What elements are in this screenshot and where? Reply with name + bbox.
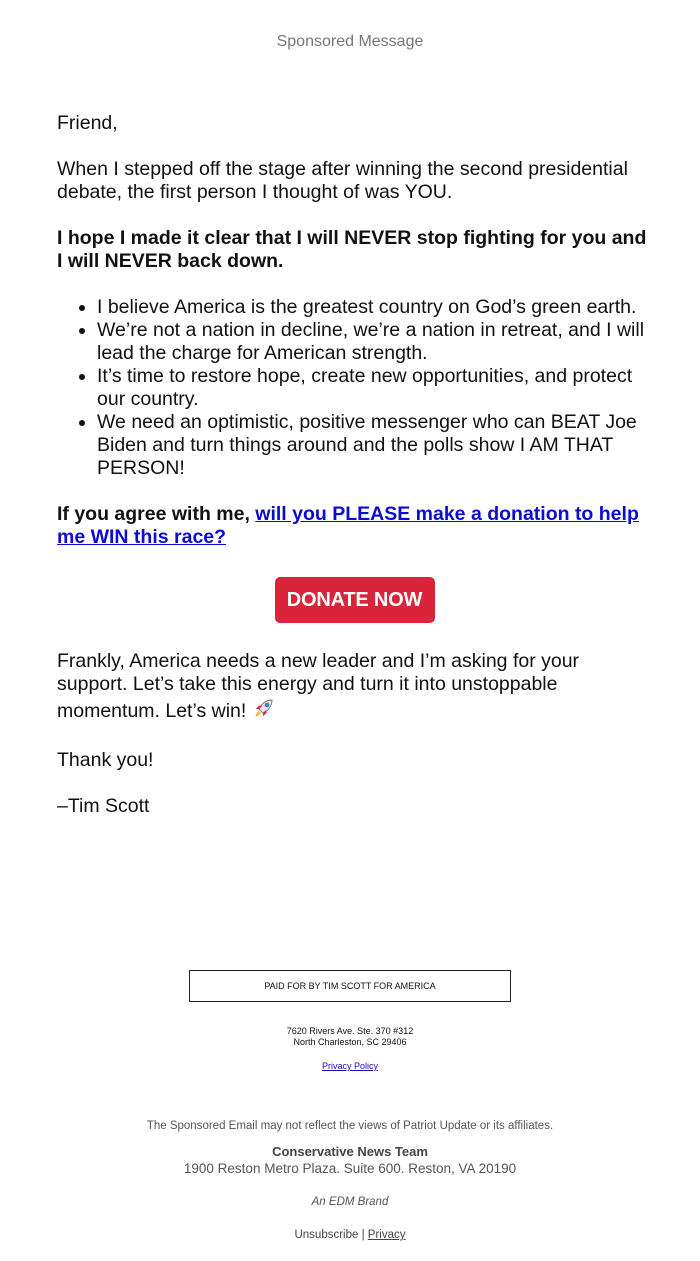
donate-button-container	[57, 577, 652, 623]
bullet-item: • I believe America is the greatest country on God’s green earth.	[97, 296, 652, 319]
bullet-item: • It’s time to restore hope, create new opportunities, and protect our country.	[97, 365, 652, 411]
privacy-link[interactable]: Privacy	[367, 1229, 406, 1241]
campaign-address	[0, 1026, 700, 1048]
thanks: Thank you!	[57, 749, 154, 771]
team-address: 1900 Reston Metro Plaza. Suite 600. Reston, VA 20190	[183, 1161, 517, 1176]
donate-now-button[interactable]: DONATE NOW	[275, 577, 435, 623]
link-separator: |	[358, 1229, 368, 1241]
team-name: Conservative News Team	[272, 1144, 428, 1159]
donation-ask	[57, 503, 652, 549]
address-line-2: North Charleston, SC 29406	[293, 1037, 407, 1047]
unsubscribe-link[interactable]: Unsubscribe	[294, 1229, 359, 1241]
rocket-icon	[252, 696, 276, 726]
bullet-item: • We’re not a nation in decline, we’re a nation in retreat, and I will lead the charge for American strength.	[97, 319, 652, 365]
bullet-list	[57, 296, 652, 480]
bullet-item: • We need an optimistic, positive messenger who can BEAT Joe Biden and turn things around and the polls show I AM THAT PERSON!	[97, 411, 652, 480]
bottom-links	[0, 1229, 700, 1241]
intro-paragraph: When I stepped off the stage after winning the second presidential debate, the first person I thought of was YOU.	[57, 158, 628, 203]
closing-text: Frankly, America needs a new leader and I’m asking for your support. Let’s take this energy and turn it into unstoppable momentum. Let’s win!	[57, 650, 580, 722]
greeting: Friend,	[57, 112, 118, 134]
privacy-policy-container	[0, 1061, 700, 1071]
ask-prefix: If you agree with me,	[57, 503, 256, 525]
signature: –Tim Scott	[57, 795, 150, 817]
address-line-1: 7620 Rivers Ave. Ste. 370 #312	[286, 1026, 414, 1036]
paid-for-disclaimer: PAID FOR BY TIM SCOTT FOR AMERICA	[189, 970, 511, 1002]
sponsor-disclaimer: The Sponsored Email may not reflect the views of Patriot Update or its affiliates.	[146, 1120, 554, 1132]
privacy-policy-link[interactable]: Privacy Policy	[321, 1061, 378, 1071]
email-body	[57, 112, 652, 841]
bold-statement: I hope I made it clear that I will NEVER stop fighting for you and I will NEVER back down.	[57, 227, 647, 272]
closing-paragraph	[57, 650, 652, 726]
brand-tagline: An EDM Brand	[311, 1196, 389, 1208]
donation-link[interactable]: will you PLEASE make a donation to help me WIN this race?	[57, 503, 639, 548]
sponsored-label: Sponsored Message	[276, 33, 424, 50]
